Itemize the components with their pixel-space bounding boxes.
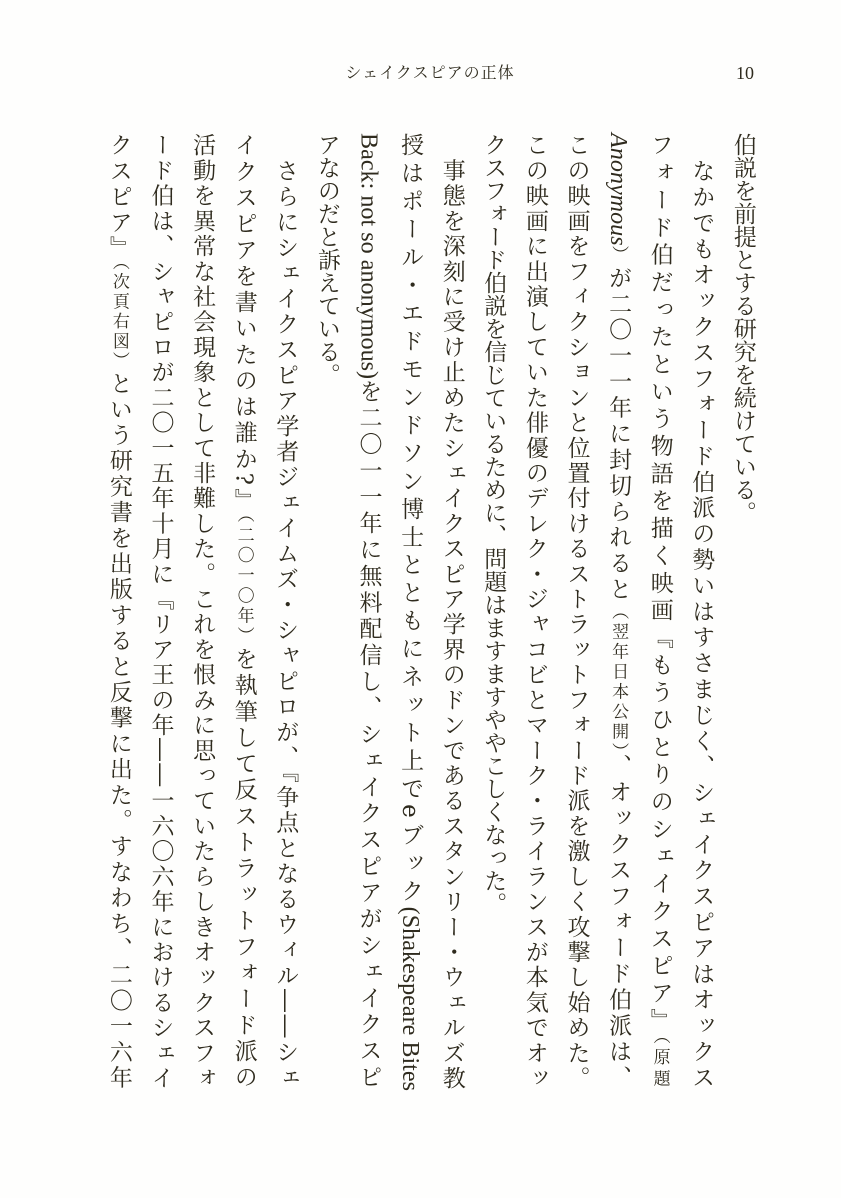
text-column [685, 133, 715, 1091]
text-column [561, 133, 591, 1091]
text-column [394, 133, 426, 1091]
text-run: が二〇一一年に封切られると [605, 265, 632, 603]
text-run: ード伯は、シャピロが二〇一五年十月に『リア王の年――一六〇六年におけるシェイ [147, 133, 174, 1091]
running-head: シェイクスピアの正体 [345, 63, 515, 82]
text-run: クスフォード伯説を信じているために、問題はますますややこしくなった。 [480, 133, 507, 915]
text-run: アなのだと訴えている。 [313, 133, 340, 386]
text-run: 活動を異常な社会現象として非難した。これを恨みに思っていたらしきオックスフォ [189, 133, 216, 1091]
text-column [436, 133, 466, 1091]
text-column [602, 133, 634, 1091]
text-run: を二〇一一年に無料配信し、シェイクスピアがシェイクスピ [355, 379, 382, 1091]
text-run: を執筆して反ストラットフォード派の [230, 646, 257, 1091]
text-column [311, 133, 341, 386]
text-column [103, 133, 133, 1091]
latin-text: (Shakespeare Bites [397, 906, 425, 1091]
text-run: 事態を深刻に受け止めたシェイクスピア学界のドンであるスタンリー・ウェルズ教 [438, 133, 465, 1091]
text-run: という研究書を出版すると反撃に出た。すなわち、二〇一六年 [105, 371, 132, 1091]
text-run: この映画をフィクションと位置付けるストラットフォード派を激しく攻撃し始めた。 [563, 133, 590, 1091]
text-run: クスピア』 [105, 133, 132, 262]
text-column [644, 133, 674, 1091]
text-column [228, 133, 258, 1091]
annotation-text: （翌年日本公開） [608, 602, 629, 754]
text-run: イクスピアを書いたのは誰か?』 [230, 133, 257, 515]
italic-title: Anonymous [605, 133, 633, 246]
text-column [477, 133, 507, 915]
annotation-text: ） [608, 245, 629, 266]
text-column [269, 133, 299, 1091]
text-column [727, 133, 757, 524]
annotation-text: （次頁右図） [108, 261, 129, 372]
text-run: フォード伯だったという物語を描く映画『もうひとりのシェイクスピア』 [646, 133, 673, 1036]
text-run: さらにシェイクスピア学者ジェイムズ・シャピロが、『争点となるウィル――シェ [272, 133, 299, 1091]
text-run: この映画に出演していた俳優のデレク・ジャコビとマーク・ライランスが本気でオッ [521, 133, 548, 1091]
page-number: 10 [736, 63, 754, 83]
text-column [519, 133, 549, 1091]
text-column [145, 133, 175, 1091]
annotation-text: （二〇一〇年） [233, 514, 254, 647]
latin-text: Back: not so anonymous) [355, 133, 383, 380]
text-run: なかでもオックスフォード伯派の勢いはすさまじく、シェイクスピアはオックス [688, 133, 715, 1091]
text-column [186, 133, 216, 1091]
text-run: 伯説を前提とする研究を続けている。 [729, 133, 756, 524]
text-run: 、オックスフォード伯派は、 [605, 753, 632, 1092]
annotation-text: （原題 [649, 1035, 670, 1091]
text-run: 授はポール・エドモンドソン博士とともにネット上でeブック [397, 133, 424, 907]
text-column [353, 133, 385, 1091]
